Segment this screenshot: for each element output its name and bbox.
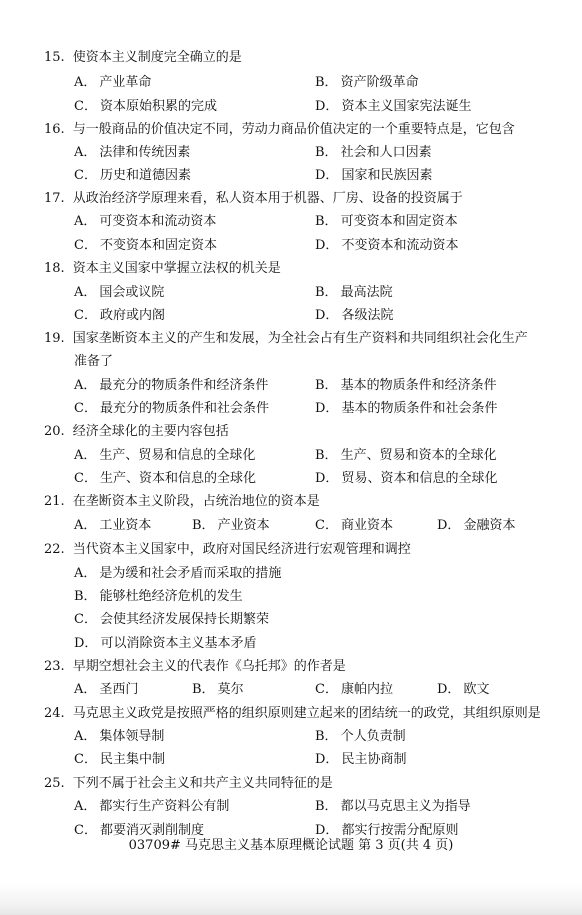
option-text: 基本的物质条件和社会条件 [341, 401, 498, 416]
question-number: 18. [44, 261, 65, 276]
bottom-shadow [0, 882, 582, 915]
question-text: 资本主义国家中掌握立法权的机关是 [72, 261, 281, 276]
option-text: 个人负责制 [340, 729, 406, 744]
option-letter: C． [74, 471, 97, 486]
answer-option [192, 514, 270, 533]
option-letter: A． [74, 448, 97, 463]
page-footer: 03709# 马克思主义基本原理概论试题 第 3 页(共 4 页) [128, 838, 454, 853]
question-stem [44, 490, 320, 509]
answer-option [315, 795, 471, 814]
answer-option [74, 678, 138, 697]
option-letter: C． [74, 99, 97, 114]
option-text: 民主集中制 [99, 752, 165, 767]
question-text: 马克思主义政党是按照严格的组织原则建立起来的团结统一的政党，其组织原则是 [72, 706, 541, 721]
answer-option [315, 725, 406, 744]
answer-option [74, 608, 269, 627]
question-stem [44, 118, 515, 137]
option-text: 生产、贸易和信息的全球化 [99, 448, 256, 463]
answer-option [74, 71, 151, 90]
answer-option [74, 141, 190, 160]
option-text: 可变资本和流动资本 [99, 214, 217, 229]
option-text: 生产、贸易和资本的全球化 [340, 448, 497, 463]
option-text: 资本原始积累的完成 [99, 99, 217, 114]
option-text: 社会和人口因素 [340, 145, 432, 160]
answer-option [315, 95, 471, 114]
answer-option [74, 444, 255, 463]
answer-option [74, 397, 269, 416]
option-letter: C． [315, 682, 338, 697]
option-text: 是为缓和社会矛盾而采取的措施 [99, 566, 282, 581]
option-letter: D． [315, 752, 339, 767]
question-number: 21. [44, 494, 65, 509]
option-letter: B． [192, 682, 215, 697]
option-letter: C． [74, 612, 97, 627]
option-text: 金融资本 [463, 518, 516, 533]
question-number: 23. [44, 659, 65, 674]
question-number: 15. [44, 50, 65, 65]
option-text: 都以马克思主义为指导 [340, 799, 471, 814]
answer-option [315, 304, 393, 323]
answer-option [315, 374, 497, 393]
option-text: 历史和道德因素 [99, 168, 191, 183]
option-text: 政府或内阁 [99, 308, 165, 323]
option-letter: C． [74, 401, 97, 416]
option-text: 康帕内拉 [340, 682, 393, 697]
option-letter: B． [315, 75, 338, 90]
option-letter: A． [74, 729, 97, 744]
option-letter: D． [315, 471, 339, 486]
option-letter: A． [74, 799, 97, 814]
option-letter: C． [74, 823, 97, 838]
option-letter: D． [315, 168, 339, 183]
question-text: 当代资本主义国家中，政府对国民经济进行宏观管理和调控 [72, 542, 411, 557]
question-text: 使资本主义制度完全确立的是 [72, 50, 242, 65]
answer-option [315, 678, 393, 697]
answer-option [74, 514, 151, 533]
option-letter: C． [74, 238, 97, 253]
option-letter: C． [74, 168, 97, 183]
option-letter: A． [74, 378, 97, 393]
answer-option [315, 444, 497, 463]
answer-option [74, 374, 268, 393]
question-text: 经济全球化的主要内容包括 [72, 424, 229, 439]
option-letter: C． [74, 308, 97, 323]
option-text: 国家和民族因素 [341, 168, 433, 183]
option-letter: D． [315, 401, 339, 416]
option-letter: A． [74, 75, 97, 90]
option-text: 都要消灭剥削制度 [99, 823, 204, 838]
option-text: 不变资本和固定资本 [99, 238, 217, 253]
question-stem [44, 655, 346, 674]
answer-option [74, 585, 243, 604]
answer-option [315, 234, 458, 253]
option-letter: A． [74, 145, 97, 160]
question-stem [44, 772, 333, 791]
option-text: 产业资本 [217, 518, 270, 533]
question-number: 25. [44, 776, 65, 791]
option-text: 最充分的物质条件和社会条件 [99, 401, 269, 416]
option-letter: A． [74, 566, 97, 581]
question-text: 早期空想社会主义的代表作《乌托邦》的作者是 [72, 659, 346, 674]
option-letter: D． [74, 636, 98, 651]
option-text: 生产、资本和信息的全球化 [99, 471, 256, 486]
answer-option [315, 397, 497, 416]
option-letter: B． [315, 799, 338, 814]
option-letter: D． [437, 518, 461, 533]
question-number: 19. [44, 331, 65, 346]
option-text: 欧文 [463, 682, 490, 697]
question-stem [44, 420, 229, 439]
option-letter: B． [315, 285, 338, 300]
option-text: 可变资本和固定资本 [340, 214, 458, 229]
answer-option [315, 164, 432, 183]
option-letter: D． [315, 238, 339, 253]
question-stem [44, 257, 281, 276]
answer-option [315, 71, 419, 90]
option-text: 民主协商制 [341, 752, 407, 767]
answer-option [74, 304, 165, 323]
question-text-continued: 准备了 [74, 354, 114, 369]
option-letter: D． [315, 308, 339, 323]
option-text: 集体领导制 [99, 729, 165, 744]
option-text: 不变资本和流动资本 [341, 238, 459, 253]
option-letter: D． [437, 682, 461, 697]
question-stem [44, 327, 528, 346]
answer-option [315, 210, 458, 229]
answer-option [74, 632, 256, 651]
answer-option [315, 748, 406, 767]
question-number: 17. [44, 191, 65, 206]
option-letter: D． [315, 99, 339, 114]
option-text: 圣西门 [99, 682, 139, 697]
answer-option [74, 95, 217, 114]
question-text: 与一般商品的价值决定不同，劳动力商品价值决定的一个重要特点是，它包含 [72, 122, 515, 137]
answer-option [74, 725, 164, 744]
option-letter: B． [315, 729, 338, 744]
question-stem [44, 702, 541, 721]
option-text: 商业资本 [340, 518, 393, 533]
option-letter: C． [315, 518, 338, 533]
option-text: 资本主义国家宪法诞生 [341, 99, 472, 114]
option-letter: D． [315, 823, 339, 838]
option-letter: B． [74, 589, 97, 604]
answer-option [74, 210, 216, 229]
option-letter: B． [315, 378, 338, 393]
answer-option [437, 678, 489, 697]
option-text: 能够杜绝经济危机的发生 [99, 589, 243, 604]
option-text: 工业资本 [99, 518, 152, 533]
option-text: 国会或议院 [99, 285, 165, 300]
question-text: 在垄断资本主义阶段，占统治地位的资本是 [72, 494, 320, 509]
option-text: 产业革命 [99, 75, 152, 90]
option-text: 会使其经济发展保持长期繁荣 [99, 612, 269, 627]
answer-option [74, 748, 165, 767]
option-text: 莫尔 [217, 682, 244, 697]
option-text: 资产阶级革命 [340, 75, 419, 90]
answer-option [74, 234, 217, 253]
answer-option [315, 514, 393, 533]
option-text: 都实行按需分配原则 [341, 823, 459, 838]
answer-option [74, 467, 256, 486]
answer-option [192, 678, 244, 697]
option-letter: A． [74, 214, 97, 229]
option-letter: B． [315, 214, 338, 229]
answer-option [74, 795, 229, 814]
question-stem [44, 46, 242, 65]
option-letter: B． [192, 518, 215, 533]
option-text: 基本的物质条件和经济条件 [340, 378, 497, 393]
option-text: 法律和传统因素 [99, 145, 191, 160]
question-text: 下列不属于社会主义和共产主义共同特征的是 [72, 776, 333, 791]
question-stem [44, 187, 463, 206]
question-number: 24. [44, 706, 65, 721]
option-text: 贸易、资本和信息的全球化 [341, 471, 498, 486]
question-number: 20. [44, 424, 65, 439]
option-letter: A． [74, 285, 97, 300]
question-stem [44, 538, 411, 557]
option-text: 可以消除资本主义基本矛盾 [100, 636, 257, 651]
option-text: 最充分的物质条件和经济条件 [99, 378, 269, 393]
question-text: 从政治经济学原理来看，私人资本用于机器、厂房、设备的投资属于 [72, 191, 463, 206]
answer-option [437, 514, 515, 533]
answer-option [74, 164, 191, 183]
question-number: 16. [44, 122, 65, 137]
question-text: 国家垄断资本主义的产生和发展，为全社会占有生产资料和共同组织社会化生产 [72, 331, 528, 346]
answer-option [74, 281, 164, 300]
answer-option [315, 281, 393, 300]
answer-option [315, 141, 432, 160]
option-text: 都实行生产资料公有制 [99, 799, 230, 814]
option-text: 最高法院 [340, 285, 393, 300]
answer-option [315, 467, 497, 486]
option-text: 各级法院 [341, 308, 394, 323]
answer-option [74, 562, 281, 581]
option-letter: A． [74, 518, 97, 533]
option-letter: B． [315, 448, 338, 463]
question-number: 22. [44, 542, 65, 557]
option-letter: A． [74, 682, 97, 697]
option-letter: B． [315, 145, 338, 160]
option-letter: C． [74, 752, 97, 767]
